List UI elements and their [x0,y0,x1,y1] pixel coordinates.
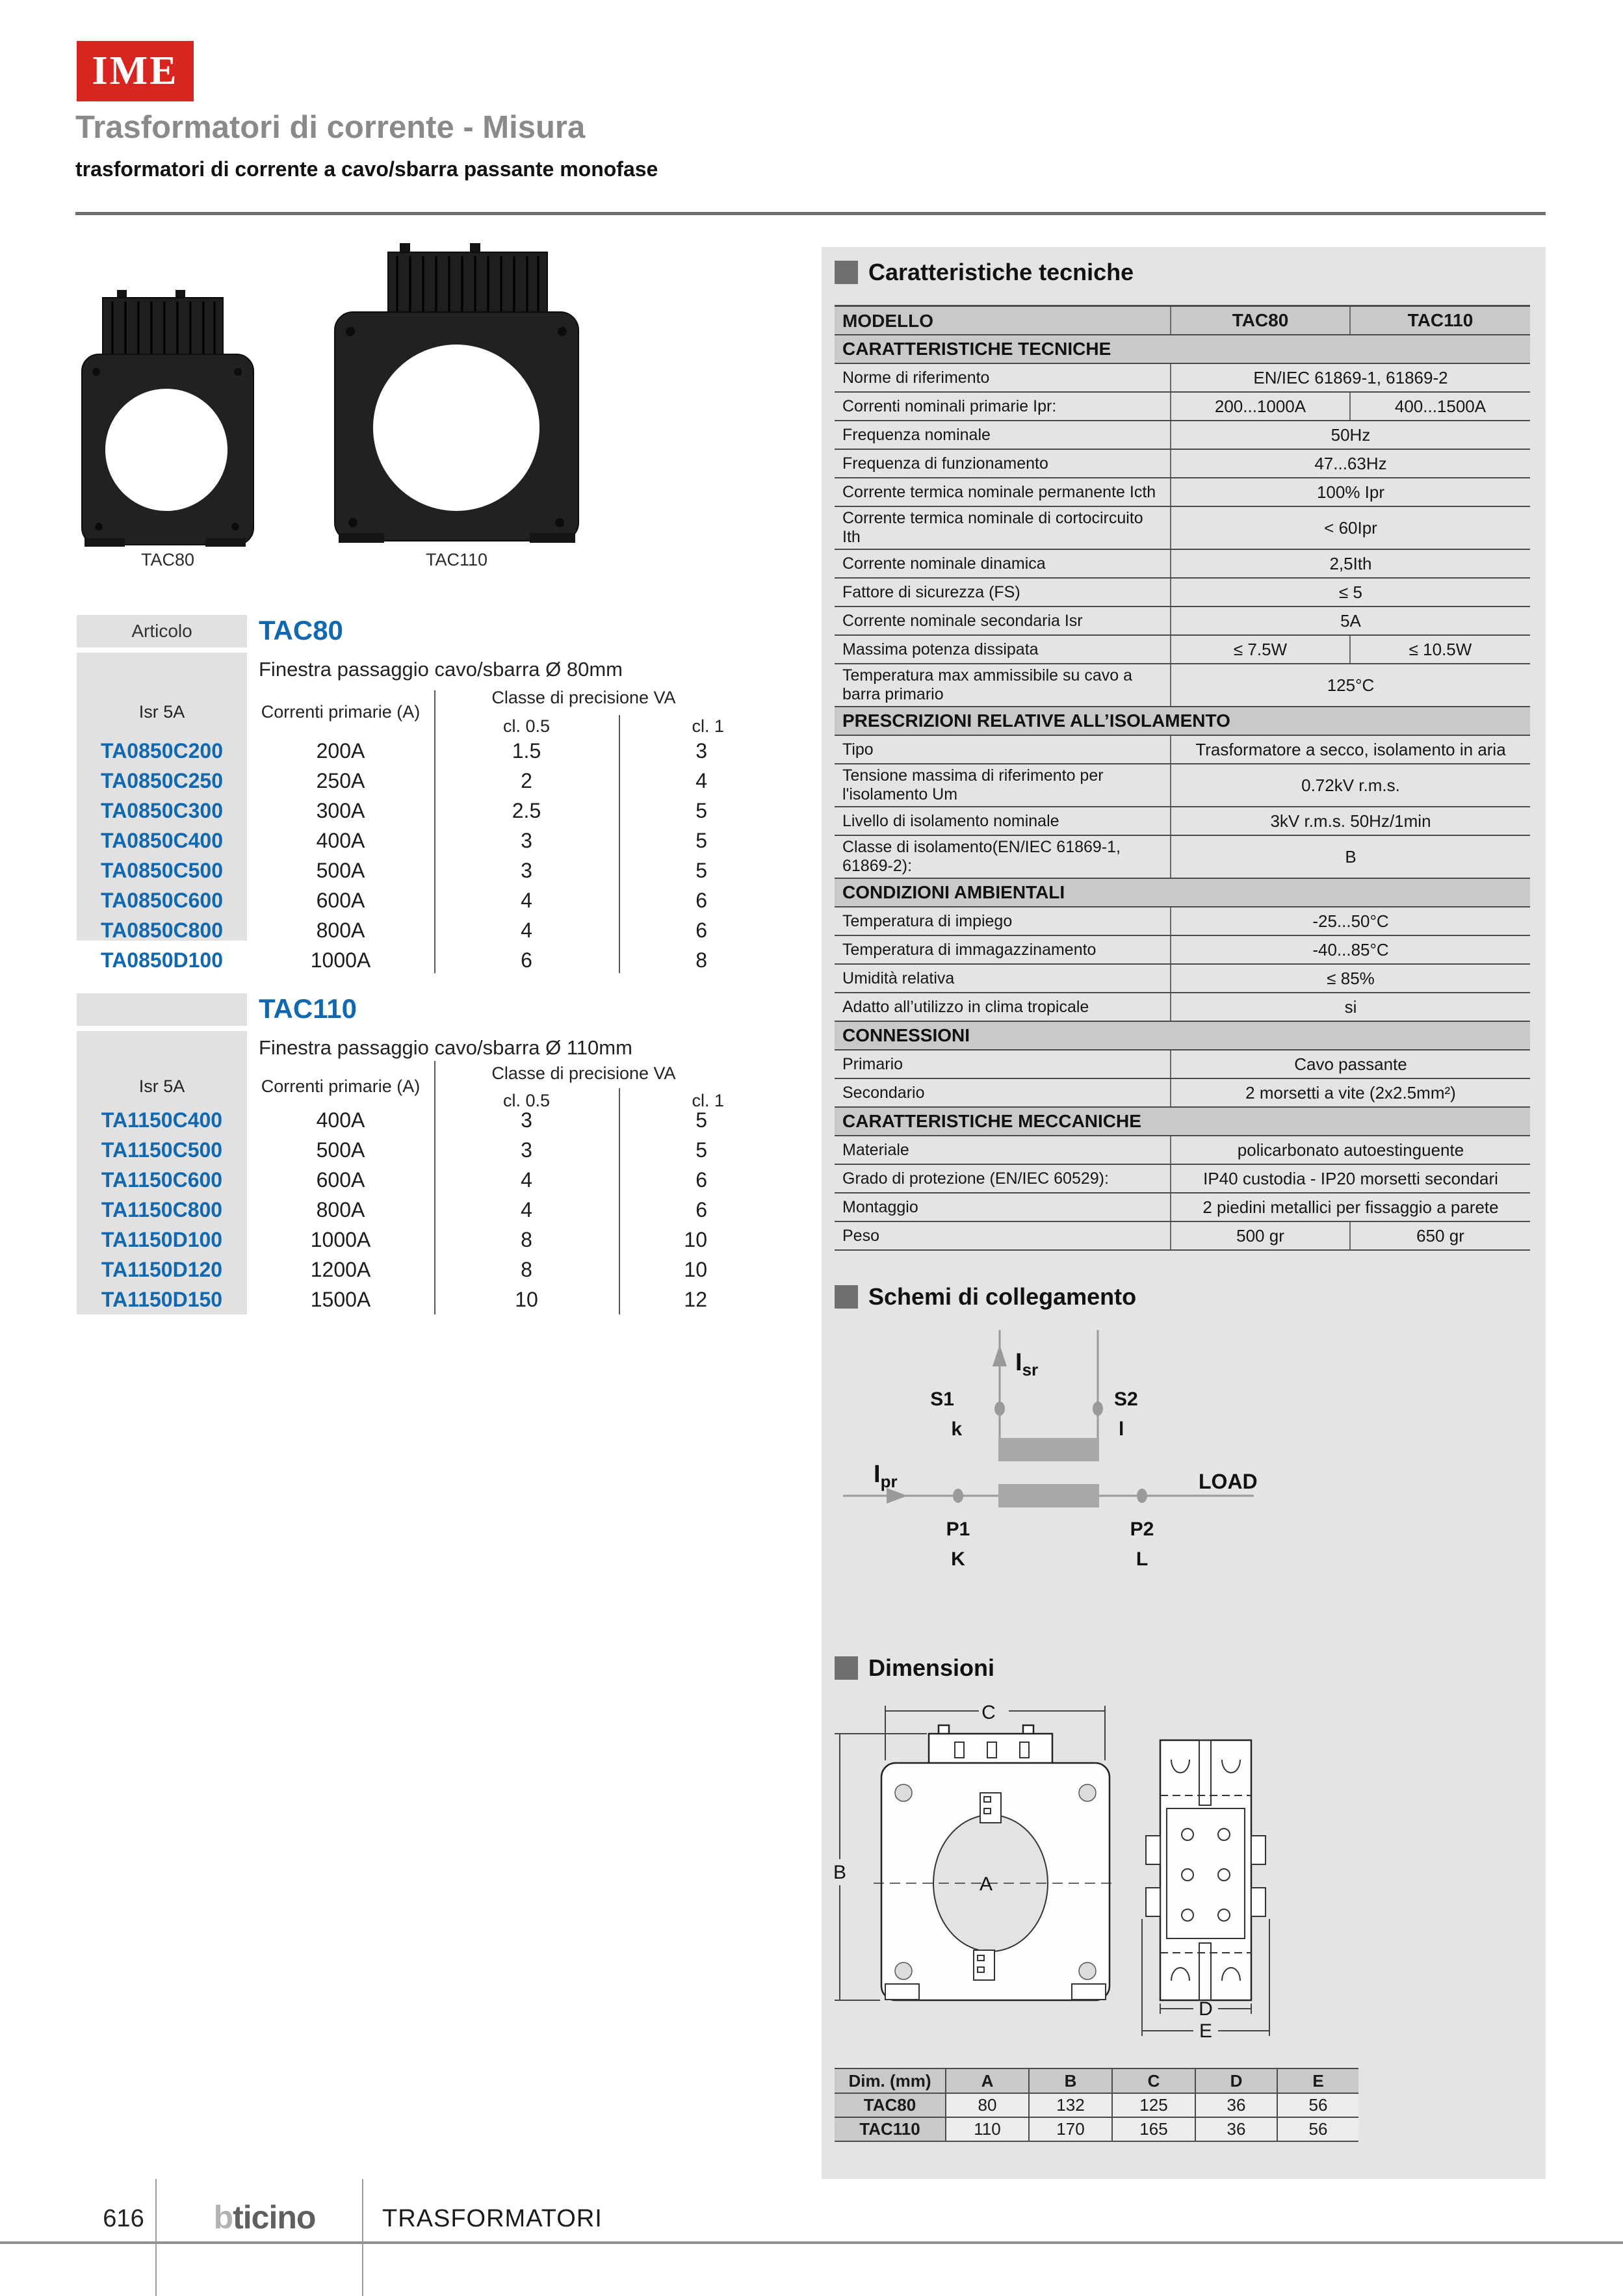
dim-label-a: A [979,1873,993,1895]
cell-value: MODELLO [842,310,933,331]
label-s1: S1 [930,1389,954,1410]
cell-value: Livello di isolamento nominale [842,811,1059,830]
header-rule [75,212,1546,215]
dim-table-row [835,2118,1358,2142]
cell-value: Temperatura di impiego [842,911,1013,930]
cell-value: 10 [684,1227,707,1251]
cell-value: Corrente termica nominale di cortocircuito Ith [842,509,1143,546]
cell-value: Corrente nominale dinamica [842,554,1046,573]
cell-value: 500 gr [1170,1222,1349,1249]
cell-value: 5A [1170,607,1530,634]
tech-table-row [835,936,1530,965]
cell-value: 4 [521,1168,532,1192]
label-isr: $I_{sr}$ [1015,1349,1039,1379]
article-code: TA0850C400 [101,828,223,852]
cell-value: TAC80 [835,2094,945,2117]
table-row [77,1255,733,1285]
arrow-up-icon [993,1344,1007,1366]
article-rows [77,736,733,975]
column-header-currents: Correnti primarie (A) [261,702,421,722]
article-code: TA1150D150 [101,1287,223,1311]
cell-value: 8 [521,1257,532,1281]
section-bullet-icon [835,1285,858,1309]
cell-value: 400A [316,1108,365,1132]
tech-table-row [835,478,1530,507]
dim-label-e: E [1199,2020,1213,2042]
cell-value: 50Hz [1170,421,1530,449]
cell-value: 132 [1028,2094,1111,2117]
tech-table-row [835,393,1530,421]
label-k: k [951,1418,962,1440]
cell-value: D [1195,2069,1277,2093]
product-label-tac110: TAC110 [425,550,488,569]
article-code: TA1150C600 [101,1168,223,1192]
cell-value: ≤ 5 [1170,579,1530,606]
column-header-isr: Isr 5A [138,702,185,722]
cell-value: 6 [695,1168,707,1192]
table-row [77,736,733,766]
cell-value: 200...1000A [1170,393,1349,420]
bticino-logo: bticino [213,2199,316,2236]
tech-table-row [835,507,1530,550]
cell-value: 3 [695,738,707,763]
cell-value: 2 [521,768,532,792]
cell-value: Grado di protezione (EN/IEC 60529): [842,1169,1109,1188]
cell-value: Cavo passante [1170,1050,1530,1078]
cell-value: 12 [684,1287,707,1311]
cell-value: 125°C [1170,664,1530,706]
article-code: TA0850C600 [101,888,223,912]
dim-label-d: D [1199,1998,1213,2020]
tech-table-row [835,1136,1530,1165]
tech-table-row [835,736,1530,764]
tech-table-row [835,1165,1530,1194]
dim-table-row [835,2094,1358,2118]
cell-value: 300A [316,798,365,822]
table-row [77,855,733,885]
cell-value: 0.72kV r.m.s. [1170,764,1530,806]
label-p2: P2 [1130,1519,1154,1540]
article-code: TA0850C200 [101,738,223,763]
cell-value: Temperatura di immagazzinamento [842,940,1097,959]
dim-label-c: C [981,1702,996,1723]
tech-table-row [835,879,1530,907]
cell-value: B [1170,836,1530,878]
article-code: TA1150C400 [101,1108,223,1132]
tech-table-row [835,364,1530,393]
primary-core [998,1484,1099,1507]
table-row [77,1195,733,1225]
cell-value: 2,5Ith [1170,550,1530,577]
section-title-schemi: Schemi di collegamento [835,1283,1136,1311]
tech-table-row [835,836,1530,879]
cell-value: 100% Ipr [1170,478,1530,506]
cell-value: 80 [945,2094,1028,2117]
cell-value: si [1170,993,1530,1021]
section-bullet-icon [835,1656,858,1680]
cell-value: 47...63Hz [1170,450,1530,477]
tech-table-row [835,607,1530,636]
cell-value: Temperatura max ammissibile su cavo a barra primario [842,666,1132,703]
article-rows [77,1105,733,1314]
cell-value: 125 [1111,2094,1195,2117]
column-header-cl05: cl. 0.5 [502,1091,551,1110]
article-column-header: Articolo [77,615,247,647]
column-header-currents: Correnti primarie (A) [261,1076,421,1096]
cell-value: E [1277,2069,1358,2093]
tech-table-row [835,1194,1530,1222]
tech-table-row [835,1079,1530,1108]
tech-table-row [835,579,1530,607]
tech-table-row [835,636,1530,664]
cell-value: ≤ 10.5W [1349,636,1530,663]
product-label-tac80: TAC80 [140,550,195,569]
cell-value: A [945,2069,1028,2093]
article-code: TA1150C500 [101,1138,223,1162]
column-header-cl1: cl. 1 [692,1091,724,1110]
dimension-drawing [828,1698,1309,2042]
column-header-cl05: cl. 0.5 [502,716,551,736]
cell-value: 800A [316,918,365,942]
cell-value: 4 [521,1197,532,1221]
cell-value: Norme di riferimento [842,368,990,387]
cell-value: Frequenza nominale [842,425,991,444]
footer-rule [0,2241,1623,2244]
cell-value: Classe di isolamento(EN/IEC 61869-1, 61869-2): [842,838,1121,875]
cell-value: Montaggio [842,1197,918,1216]
label-s2: S2 [1114,1389,1138,1410]
article-code: TA0850C800 [101,918,223,942]
cell-value: 5 [695,858,707,882]
tech-table-row [835,450,1530,478]
footer-divider [155,2179,157,2296]
cell-value: 10 [515,1287,538,1311]
cell-value: 1000A [310,1227,371,1251]
footer-section-label: TRASFORMATORI [382,2205,603,2232]
tech-table [835,305,1530,1251]
cell-value: 56 [1277,2094,1358,2117]
cell-value: 3 [521,1108,532,1132]
cell-value: 4 [521,888,532,912]
tech-table-row [835,1222,1530,1251]
cell-value: 500A [316,858,365,882]
tech-table-row [835,664,1530,707]
cell-value: TAC110 [1349,307,1530,334]
cell-value: Correnti nominali primarie Ipr: [842,397,1057,415]
ime-logo: IME [77,41,194,101]
cell-value: 2.5 [512,798,541,822]
tech-table-row [835,307,1530,335]
cell-value: 1200A [310,1257,371,1281]
table-row [77,945,733,975]
article-code: TA0850C250 [101,768,223,792]
cell-value: Dim. (mm) [835,2069,945,2093]
dim-label-b: B [833,1862,847,1883]
cell-value: ≤ 7.5W [1170,636,1349,663]
cell-value: C [1111,2069,1195,2093]
label-ipr: $I_{pr}$ [874,1461,898,1491]
column-header-class: Classe di precisione VA [491,1063,676,1083]
cell-value: 36 [1195,2118,1277,2141]
cell-value: 3 [521,858,532,882]
cell-value: TAC80 [1170,307,1349,334]
table-row [77,796,733,826]
cell-value: Secondario [842,1083,925,1102]
cell-value: CARATTERISTICHE MECCANICHE [842,1111,1141,1131]
table-row [77,1135,733,1165]
cell-value: PRESCRIZIONI RELATIVE ALL’ISOLAMENTO [842,711,1230,731]
table-row [77,885,733,915]
table-row [77,766,733,796]
cell-value: -25...50°C [1170,907,1530,935]
terminal-dot-s1 [994,1402,1005,1416]
cell-value: < 60Ipr [1170,507,1530,549]
terminal-dot-s2 [1093,1402,1103,1416]
label-l: l [1119,1418,1124,1440]
section-title-dimensioni: Dimensioni [835,1654,994,1682]
cell-value: 5 [695,1138,707,1162]
label-load: LOAD [1199,1470,1258,1493]
table-row [77,1225,733,1255]
tech-table-row [835,965,1530,993]
cell-value: B [1028,2069,1111,2093]
tech-table-row [835,707,1530,736]
label-L: L [1136,1548,1149,1570]
cell-value: CONNESSIONI [842,1025,970,1045]
table-row [77,1165,733,1195]
cell-value: 500A [316,1138,365,1162]
secondary-winding [998,1438,1099,1461]
window-note: Finestra passaggio cavo/sbarra Ø 80mm [259,658,623,681]
cell-value: 4 [521,918,532,942]
cell-value: Tensione massima di riferimento per l'isolamento Um [842,766,1104,803]
column-header-cl1: cl. 1 [692,716,724,736]
table-row [77,1285,733,1314]
table-row [77,1105,733,1135]
cell-value: 200A [316,738,365,763]
cell-value: Peso [842,1226,879,1245]
article-code: TA1150D100 [101,1227,223,1251]
article-code: TA0850C500 [101,858,223,882]
cell-value: Frequenza di funzionamento [842,454,1048,473]
cell-value: 600A [316,1168,365,1192]
cell-value: TAC110 [835,2118,945,2141]
product-photo-tac110 [328,239,585,547]
model-title-tac80: TAC80 [259,615,343,646]
cell-value: policarbonato autoestinguente [1170,1136,1530,1164]
model-title-tac110: TAC110 [259,993,357,1024]
footer-divider [362,2179,363,2296]
cell-value: 8 [521,1227,532,1251]
page-number: 616 [103,2205,144,2232]
column-header-isr: Isr 5A [138,1076,185,1096]
cell-value: Corrente termica nominale permanente Icth [842,482,1156,501]
label-K: K [951,1548,965,1570]
cell-value: 8 [695,948,707,972]
cell-value: Massima potenza dissipata [842,640,1039,659]
cell-value: 800A [316,1197,365,1221]
cell-value: -40...85°C [1170,936,1530,963]
tech-table-row [835,764,1530,807]
tech-table-row [835,421,1530,450]
article-column-header [77,993,247,1026]
tech-table-row [835,335,1530,364]
cell-value: Tipo [842,740,874,759]
cell-value: 650 gr [1349,1222,1530,1249]
tech-table-row [835,1022,1530,1050]
cell-value: 36 [1195,2094,1277,2117]
product-photo-tac80 [77,286,259,547]
dimension-table [835,2068,1358,2142]
cell-value: 400...1500A [1349,393,1530,420]
section-bullet-icon [835,261,858,284]
cell-value: Corrente nominale secondaria Isr [842,611,1083,630]
cell-value: 3kV r.m.s. 50Hz/1min [1170,807,1530,835]
tech-table-row [835,1108,1530,1136]
table-row [77,915,733,945]
terminal-dot-p2 [1137,1489,1147,1503]
article-code: TA0850C300 [101,798,223,822]
cell-value: 5 [695,828,707,852]
cell-value: Primario [842,1054,903,1073]
cell-value: 6 [521,948,532,972]
cell-value: 1000A [310,948,371,972]
cell-value: IP40 custodia - IP20 morsetti secondari [1170,1165,1530,1192]
tech-table-row [835,907,1530,936]
wiring-diagram [835,1326,1290,1606]
cell-value: 1500A [310,1287,371,1311]
cell-value: Umidità relativa [842,969,955,987]
cell-value: Fattore di sicurezza (FS) [842,582,1020,601]
table-row [77,826,733,855]
cell-value: 6 [695,918,707,942]
cell-value: CARATTERISTICHE TECNICHE [842,339,1111,359]
page-title: Trasformatori di corrente - Misura [75,110,586,145]
article-code: TA1150C800 [101,1197,223,1221]
cell-value: Trasformatore a secco, isolamento in aria [1170,736,1530,763]
cell-value: CONDIZIONI AMBIENTALI [842,882,1065,902]
cell-value: 250A [316,768,365,792]
column-header-class: Classe di precisione VA [491,688,676,707]
cell-value: 5 [695,798,707,822]
article-tables [77,615,733,1324]
cell-value: 6 [695,1197,707,1221]
cell-value: Adatto all’utilizzo in clima tropicale [842,997,1089,1016]
cell-value: 2 piedini metallici per fissaggio a parete [1170,1194,1530,1221]
cell-value: 3 [521,1138,532,1162]
cell-value: 10 [684,1257,707,1281]
technical-panel [822,247,1546,2179]
cell-value: 110 [945,2118,1028,2141]
page-subtitle: trasformatori di corrente a cavo/sbarra passante monofase [75,157,658,181]
cell-value: 165 [1111,2118,1195,2141]
cell-value: 1.5 [512,738,541,763]
cell-value: 600A [316,888,365,912]
window-note: Finestra passaggio cavo/sbarra Ø 110mm [259,1036,632,1059]
cell-value: EN/IEC 61869-1, 61869-2 [1170,364,1530,391]
cell-value: 6 [695,888,707,912]
section-title-tech: Caratteristiche tecniche [835,259,1134,286]
terminal-dot-p1 [953,1489,963,1503]
cell-value: 170 [1028,2118,1111,2141]
cell-value: 5 [695,1108,707,1132]
cell-value: Materiale [842,1140,909,1159]
tech-table-row [835,550,1530,579]
cell-value: 4 [695,768,707,792]
cell-value: ≤ 85% [1170,965,1530,992]
dim-table-header [835,2069,1358,2094]
label-p1: P1 [946,1519,970,1540]
cell-value: 56 [1277,2118,1358,2141]
article-code: TA0850D100 [101,948,223,972]
cell-value: 400A [316,828,365,852]
cell-value: 3 [521,828,532,852]
tech-table-row [835,1050,1530,1079]
article-code: TA1150D120 [101,1257,223,1281]
tech-table-row [835,993,1530,1022]
tech-table-row [835,807,1530,836]
cell-value: 2 morsetti a vite (2x2.5mm²) [1170,1079,1530,1106]
